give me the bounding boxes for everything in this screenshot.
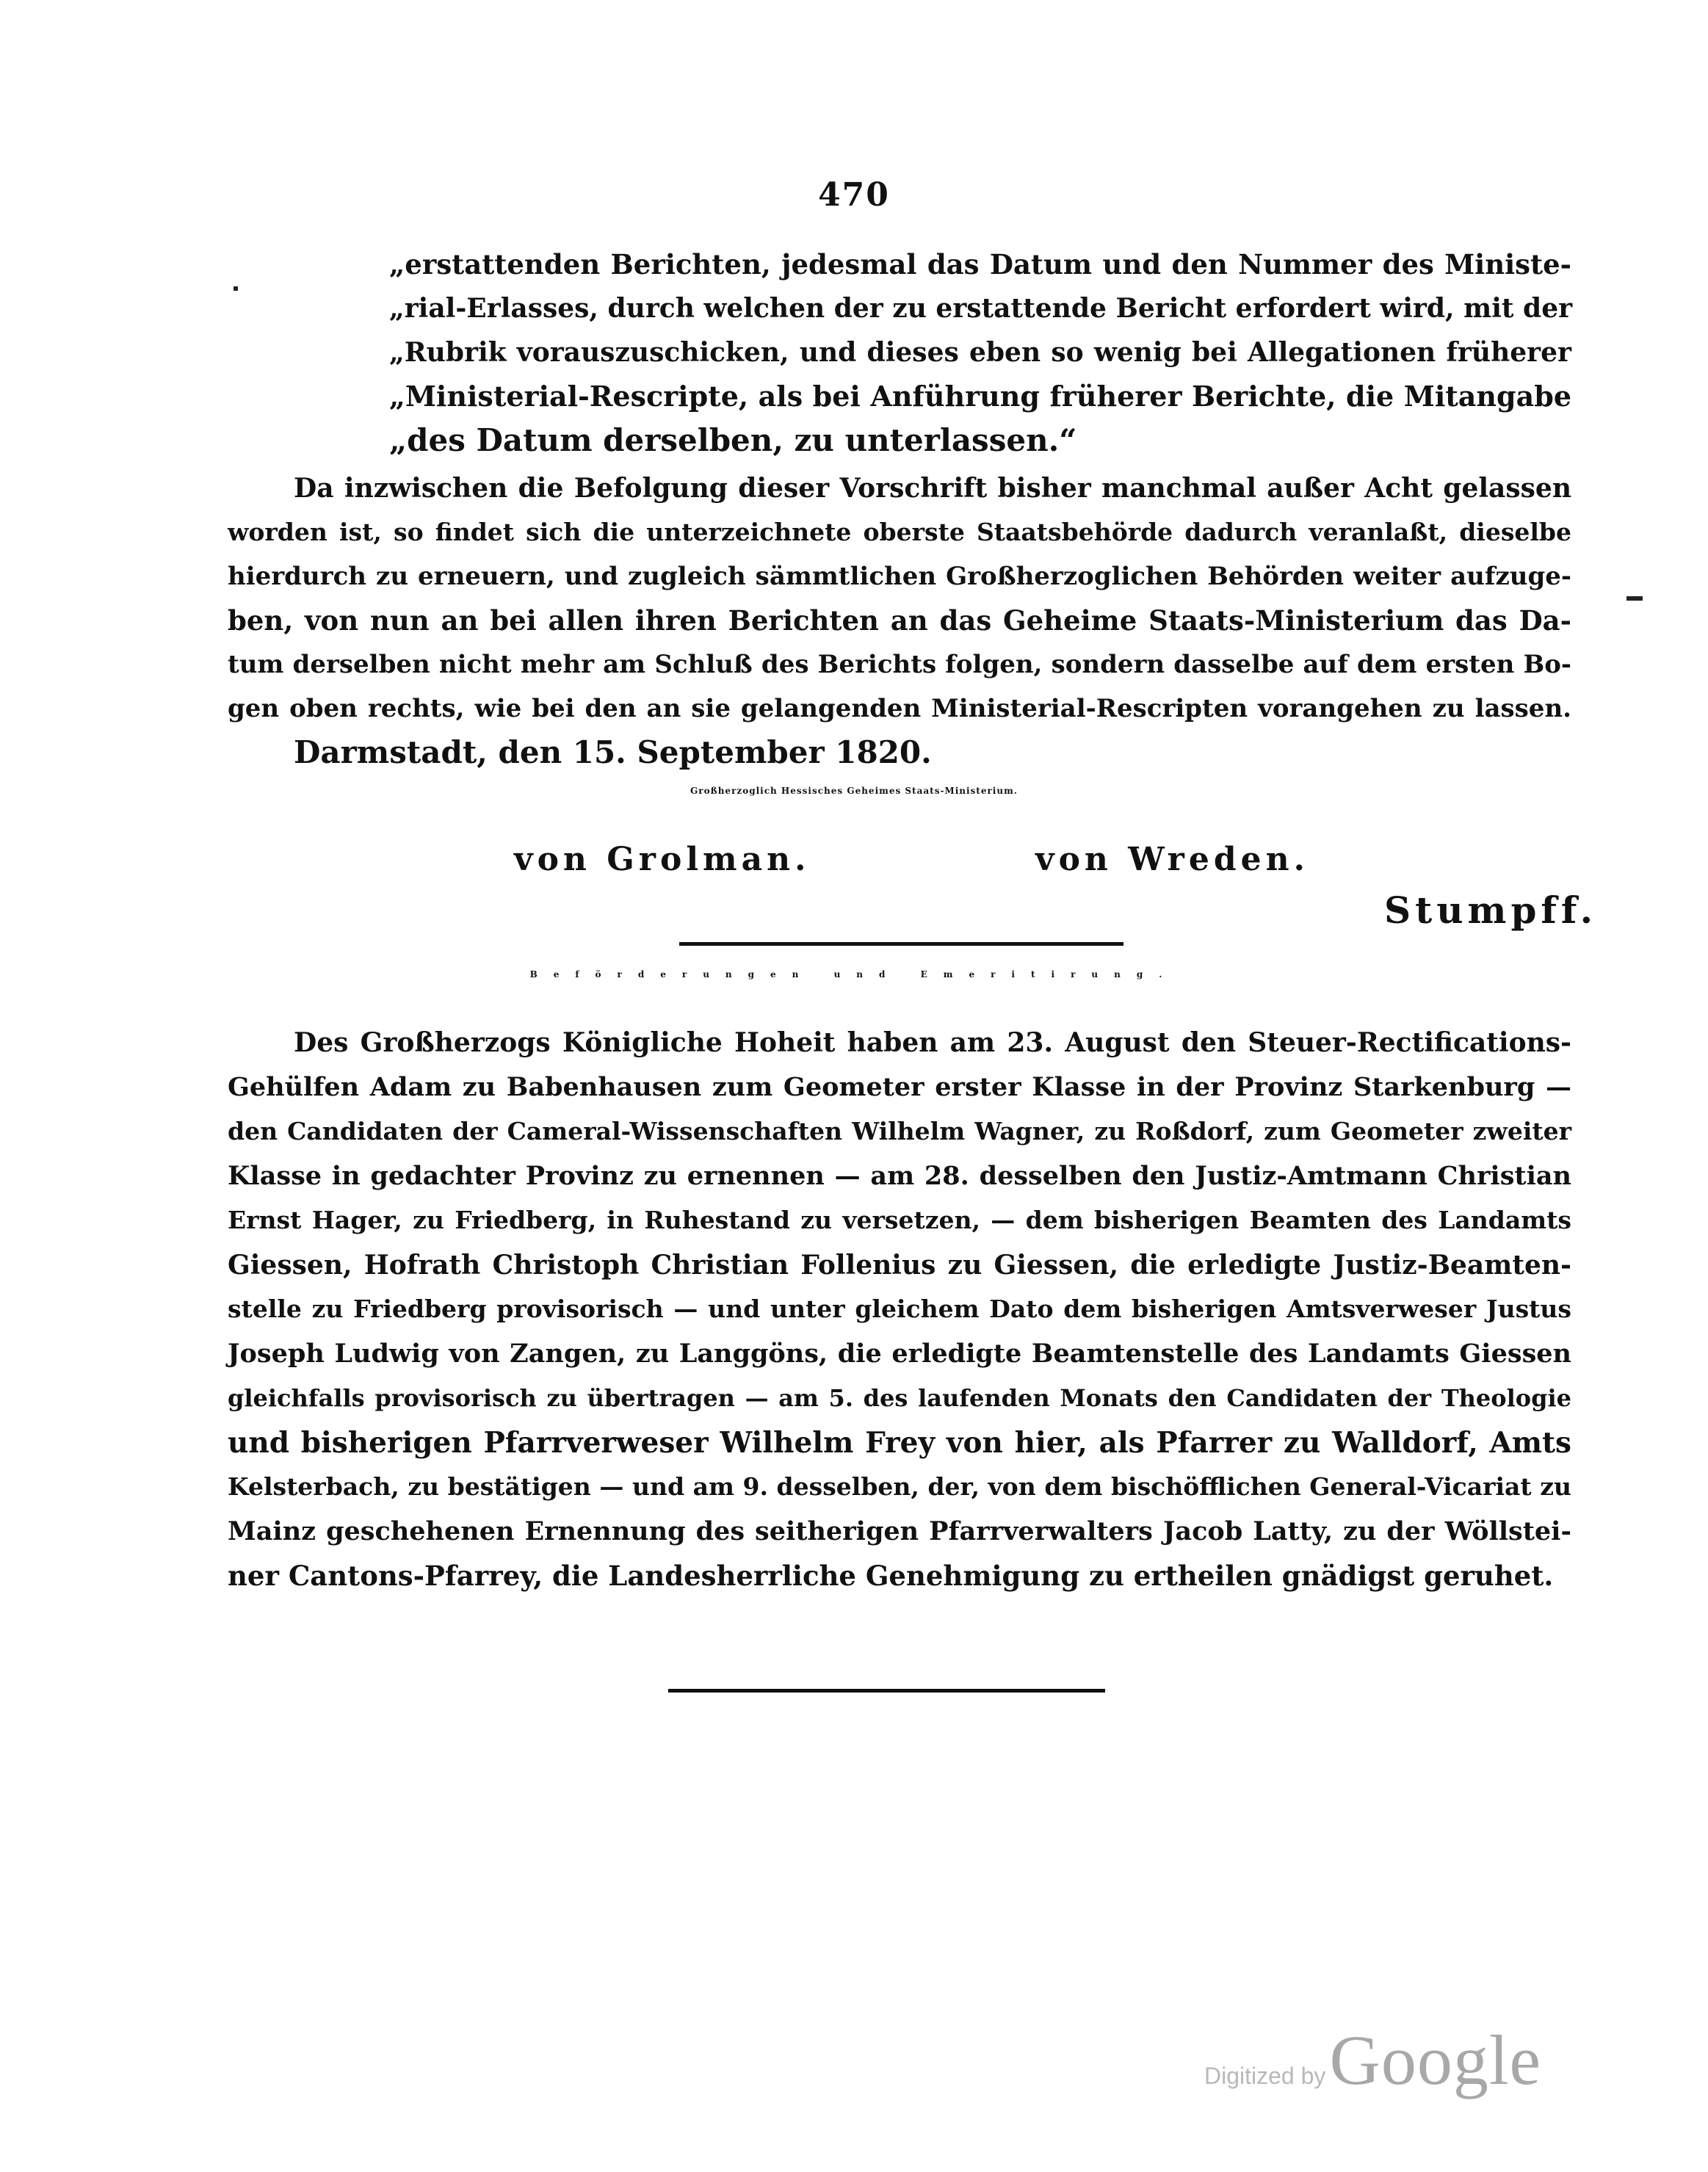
issuing-authority: Großherzoglich Hessisches Geheimes Staats-Ministerium. — [690, 786, 1018, 796]
section-divider — [679, 942, 1123, 946]
text-line: Klasse in gedachter Provinz zu ernennen — am 28. desselben den Justiz-Amtmann Christian — [228, 1160, 1571, 1191]
signature-stumpff: Stumpff. — [1384, 888, 1598, 932]
text-line: Mainz geschehenen Ernennung des seitherigen Pfarrverwalters Jacob Latty, zu der Wöllstei- — [228, 1516, 1571, 1546]
text-line: Joseph Ludwig von Zangen, zu Langgöns, die erledigte Beamtenstelle des Landamts Giessen — [228, 1338, 1571, 1369]
margin-mark — [1626, 596, 1643, 601]
quoted-regulation — [389, 242, 1571, 463]
signature-wreden: von Wreden. — [1035, 841, 1309, 878]
text-line: und bisherigen Pfarrverweser Wilhelm Frey von hier, als Pfarrer zu Walldorf, Amts — [228, 1425, 1571, 1460]
text-line: Des Großherzogs Königliche Hoheit haben am 23. August den Steuer-Rectifications- — [294, 1027, 1571, 1058]
text-line: „erstattenden Berichten, jedesmal das Datum und den Nummer des Ministe- — [389, 248, 1571, 280]
text-line: „rial-Erlasses, durch welchen der zu erstattende Bericht erfordert wird, mit der — [389, 293, 1573, 324]
text-line: Da inzwischen die Befolgung dieser Vorschrift bisher manchmal außer Acht gelassen — [294, 473, 1571, 504]
google-logo: Google — [1329, 2021, 1542, 2099]
text-line: „Ministerial-Rescripte, als bei Anführung früherer Berichte, die Mitangabe — [389, 380, 1571, 413]
text-line: stelle zu Friedberg provisorisch — und unter gleichem Dato dem bisherigen Amtsverweser Justus — [228, 1295, 1571, 1323]
text-line: hierdurch zu erneuern, und zugleich sämmtlichen Großherzoglichen Behörden weiter aufzuge- — [228, 562, 1571, 591]
section-heading: Beförderungen und Emeritirung. — [529, 969, 1179, 980]
text-line: Gehülfen Adam zu Babenhausen zum Geometer erster Klasse in der Provinz Starkenburg — — [228, 1071, 1571, 1102]
text-line: den Candidaten der Cameral-Wissenschaften Wilhelm Wagner, zu Roßdorf, zum Geometer zweiter — [228, 1117, 1571, 1145]
text-line: Kelsterbach, zu bestätigen — und am 9. desselben, der, von dem bischöfflichen General-Vicariat zu — [228, 1472, 1571, 1501]
text-line: ner Cantons-Pfarrey, die Landesherrliche Genehmigung zu ertheilen gnädigst geruhet. — [228, 1560, 1554, 1592]
margin-mark — [234, 286, 238, 291]
watermark-prefix: Digitized by — [1204, 2063, 1326, 2089]
place-date-line: Darmstadt, den 15. September 1820. — [294, 734, 932, 770]
text-line: Ernst Hager, zu Friedberg, in Ruhestand zu versetzen, — dem bisherigen Beamten des Landamts — [228, 1206, 1571, 1234]
appointments-paragraph — [228, 1021, 1571, 1599]
ordinance-paragraph — [228, 466, 1571, 731]
end-divider — [668, 1689, 1105, 1693]
text-line: worden ist, so findet sich die unterzeichnete oberste Staatsbehörde dadurch veranlaßt, dieselbe — [228, 518, 1571, 546]
text-line: „Rubrik vorauszuschicken, und dieses eben so wenig bei Allegationen früherer — [389, 337, 1571, 368]
text-line: gleichfalls provisorisch zu übertragen — am 5. des laufenden Monats den Candidaten der Theologie — [228, 1384, 1571, 1412]
signature-grolman: von Grolman. — [514, 841, 811, 878]
text-line: tum derselben nicht mehr am Schluß des Berichts folgen, sondern dasselbe auf dem ersten Bo- — [228, 650, 1571, 679]
text-line: gen oben rechts, wie bei den an sie gelangenden Ministerial-Rescripten vorangehen zu lassen. — [228, 694, 1571, 723]
text-line: „des Datum derselben, zu unterlassen.“ — [389, 422, 1077, 458]
page-number: 470 — [818, 176, 890, 214]
text-line: Giessen, Hofrath Christoph Christian Follenius zu Giessen, die erledigte Justiz-Beamten- — [228, 1249, 1571, 1281]
digitized-watermark — [1204, 2019, 1541, 2101]
text-line: ben, von nun an bei allen ihren Berichten an das Geheime Staats-Ministerium das Da- — [228, 604, 1571, 637]
